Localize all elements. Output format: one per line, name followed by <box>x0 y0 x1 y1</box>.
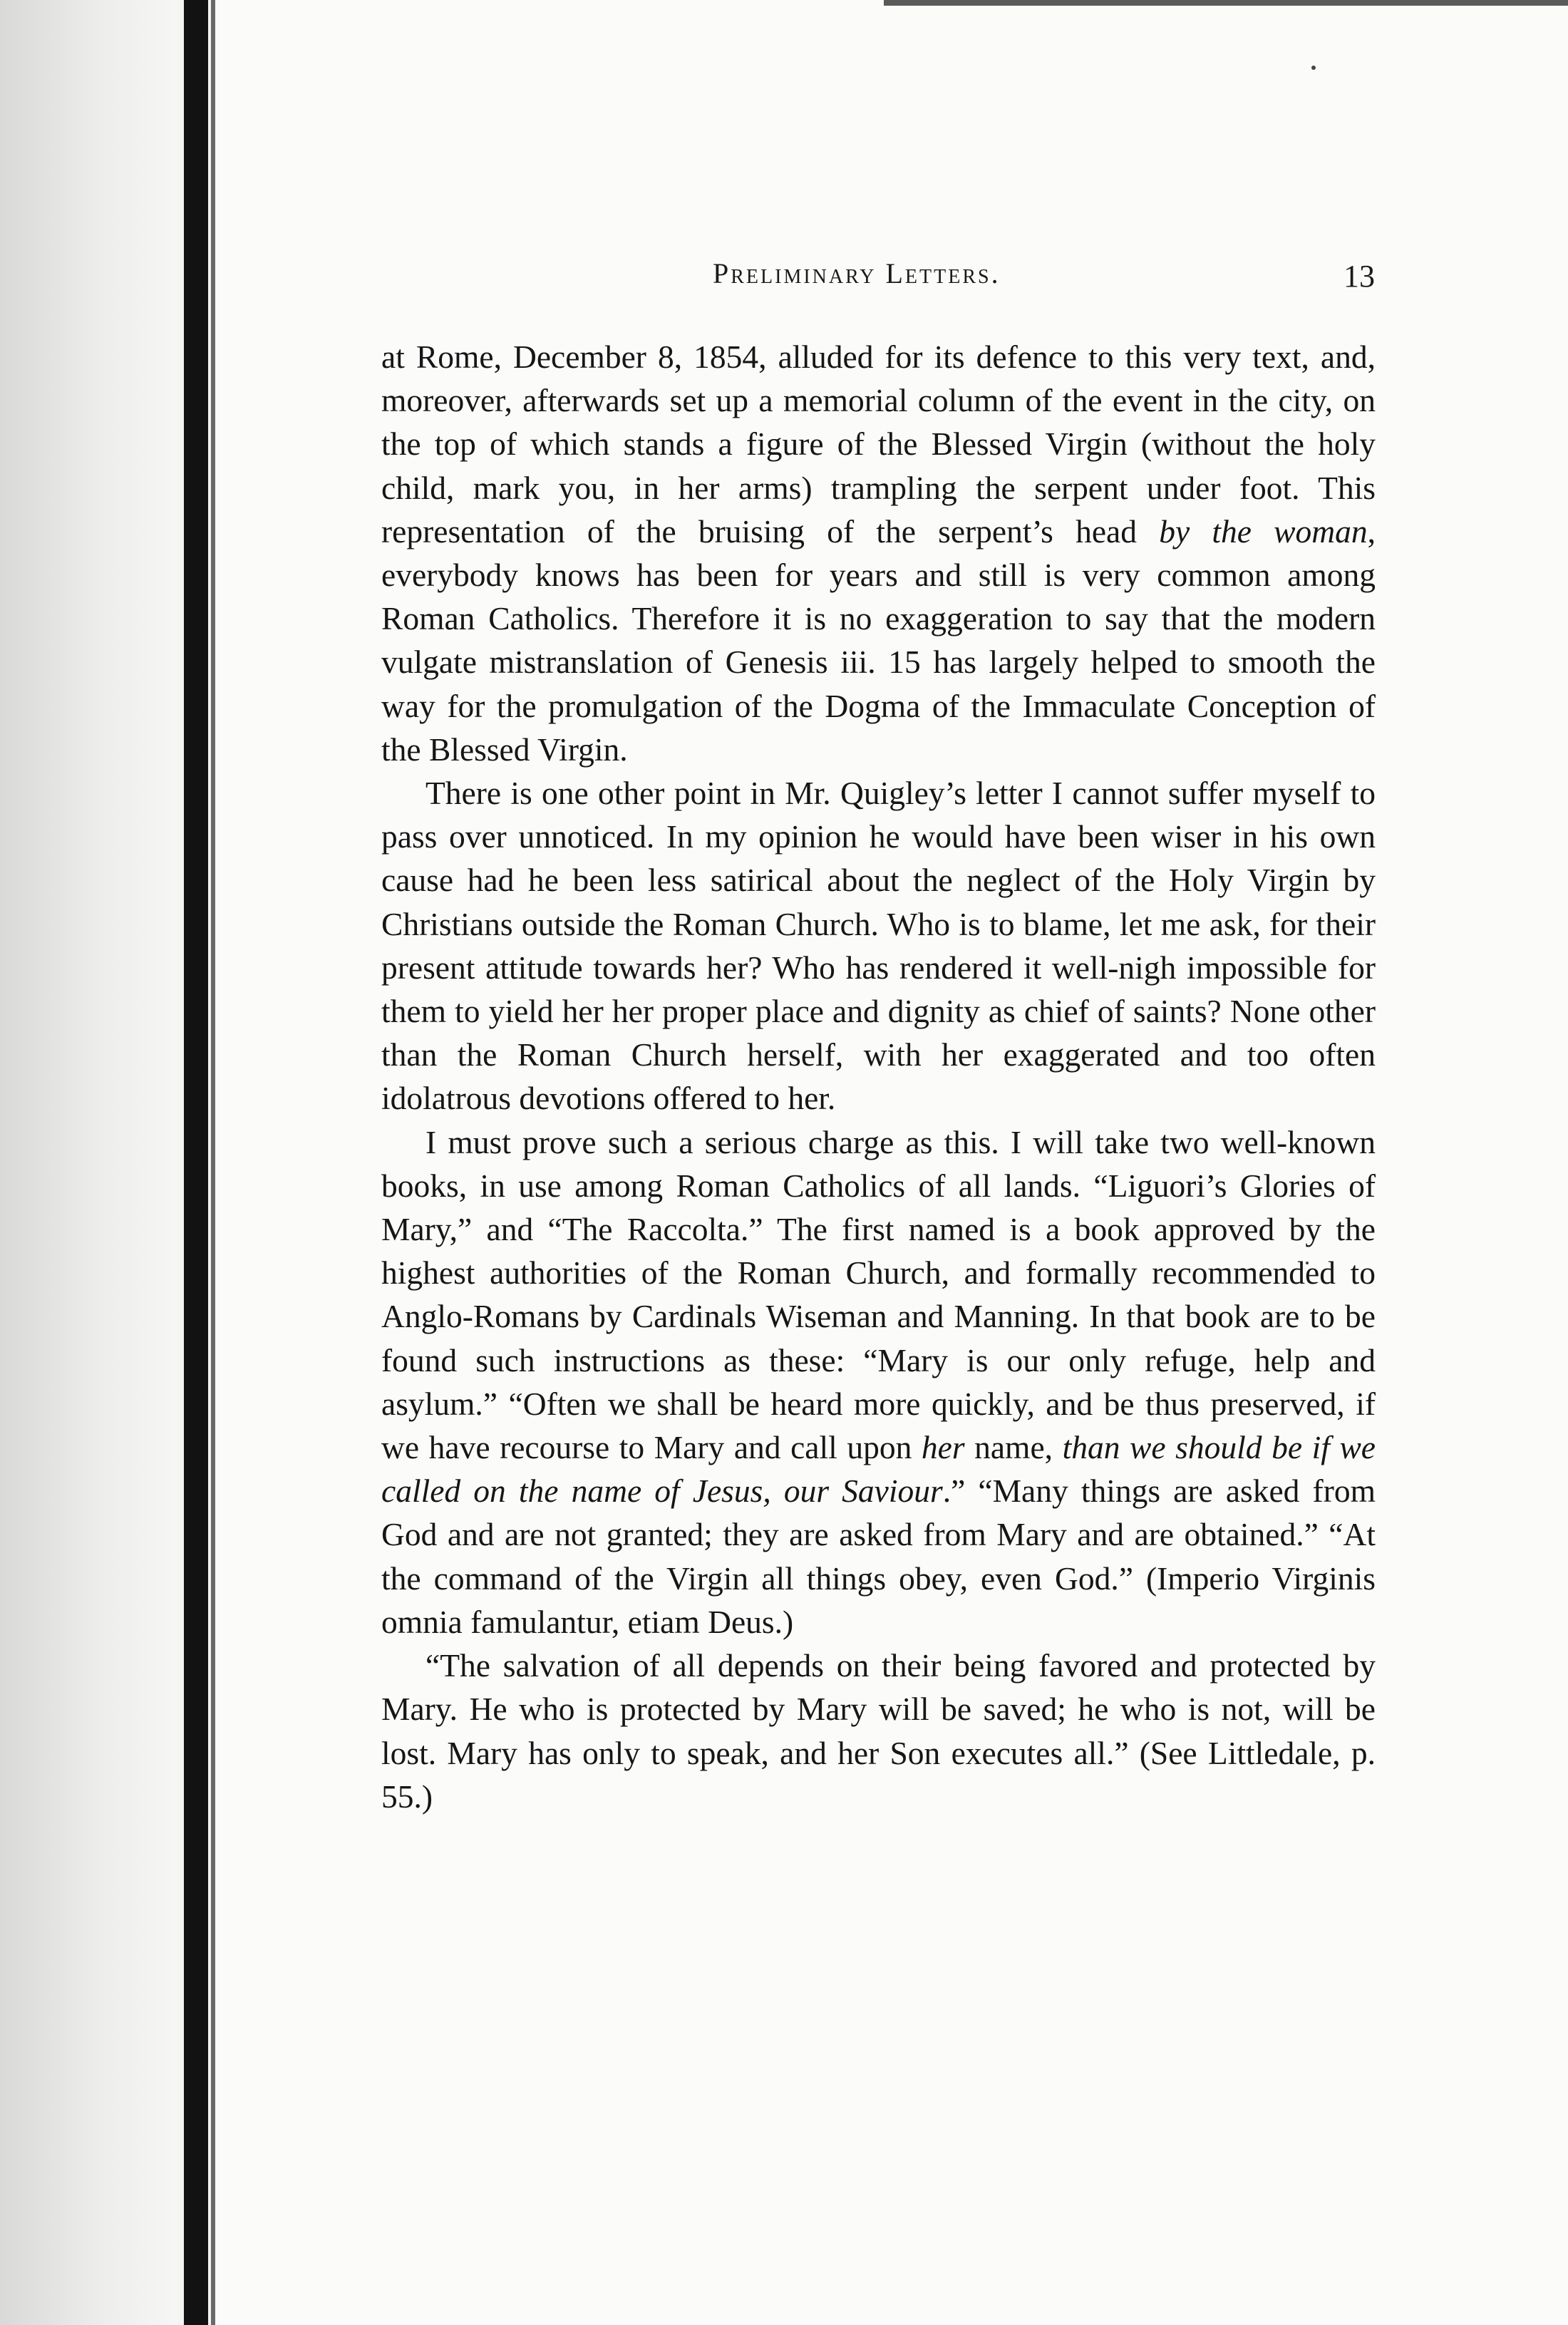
book-gutter-shadow <box>184 0 208 2325</box>
page-top-edge <box>884 0 1568 6</box>
paragraph-2: There is one other point in Mr. Quigley’s letter I cannot suffer myself to pass over unnoticed. In my opinion he would have been wiser in his own cause had he been less satirical about the neglect of the Holy Virgin by Christians outside the Roman Church. Who is to blame, let me ask, for their present attitude towards her? Who has rendered it well-nigh impossible for them to yield her her proper place and dignity as chief of saints? None other than the Roman Church herself, with her exaggerated and too often idolatrous devotions offered to her. <box>381 775 1376 1117</box>
page-number: 13 <box>1343 259 1375 294</box>
paragraph-1: at Rome, December 8, 1854, alluded for its defence to this very text, and, moreover, afterwards set up a memorial column of the event in the city, on the top of which stands a figure of the Blessed Virgin (without the holy child, mark you, in her arms) trampling the serpent under foot. This representation of the bruising of the serpent’s head by the woman, everybody knows has been for years and still is very common among Roman Catholics. Therefore it is no exaggeration to say that the modern vulgate mistranslation of Genesis iii. 15 has largely helped to smooth the way for the promulgation of the Dogma of the Immaculate Conception of the Blessed Virgin. <box>381 339 1376 768</box>
facing-page-margin <box>0 0 178 2325</box>
paragraph-3: I must prove such a serious charge as this. I will take two well-known books, in use among Roman Catholics of all lands. “Liguori’s Glories of Mary,” and “The Raccolta.” The first named is a book approved by the highest authorities of the Roman Church, and formally recommended to Anglo-Romans by Cardinals Wiseman and Manning. In that book are to be found such instructions as these: “Mary is our only refuge, help and asylum.” “Often we shall be heard more quickly, and be thus preserved, if we have recourse to Mary and call upon her name, than we should be if we called on the name of Jesus, our Saviour.” “Many things are asked from God and are not granted; they are asked from Mary and are obtained.” “At the command of the Virgin all things obey, even God.” (Imperio Virginis omnia famulantur, etiam Deus.) <box>381 1123 1376 1640</box>
paragraph-4: “The salvation of all depends on their being favored and protected by Mary. He who is protected by Mary will be saved; he who is not, will be lost. Mary has only to speak, and her Son executes all.” (See Littledale, p. 55.) <box>381 1647 1376 1815</box>
body-text <box>381 335 1376 1818</box>
running-title: Preliminary Letters. <box>713 257 1001 289</box>
paper-speck <box>1311 66 1316 70</box>
